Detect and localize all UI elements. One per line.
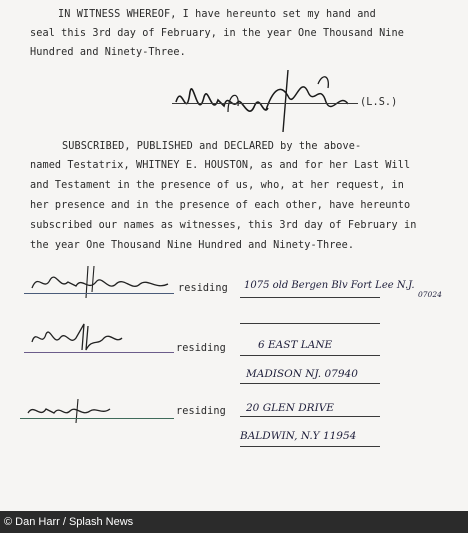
text-line: the year One Thousand Nine Hundred and Ninety-Three. [30,240,355,251]
text-line: SUBSCRIBED, PUBLISHED and DECLARED by the above- [62,141,362,152]
text-line: named Testatrix, WHITNEY E. HOUSTON, as and for her Last Will [30,160,411,171]
testatrix-signature [168,62,368,142]
text-line: and Testament in the presence of us, who, at her request, in [30,180,405,191]
text-line: her presence and in the presence of each other, have hereunto [30,200,411,211]
address-line [240,323,380,324]
residing-label: residing [176,406,226,417]
witness-3-address-line-2: BALDWIN, N.Y 11954 [240,430,357,442]
address-line [240,446,380,447]
photo-credit: © Dan Harr / Splash News [0,511,468,533]
text-line: Hundred and Ninety-Three. [30,47,186,58]
address-line [240,416,380,417]
witness-2-address-line-2: MADISON NJ. 07940 [246,368,358,380]
signature-line [20,418,174,419]
signature-line [24,352,174,353]
witness-2-signature [28,320,128,356]
signature-line [24,293,174,294]
text-line: seal this 3rd day of February, in the year One Thousand Nine [30,28,405,39]
witness-3-address-line-1: 20 GLEN DRIVE [246,402,334,414]
text-line: subscribed our names as witnesses, this 3rd day of February in [30,220,417,231]
address-line [240,297,380,298]
witness-3-signature [24,395,124,427]
address-line [240,355,380,356]
signature-line [172,103,358,104]
residing-label: residing [176,343,226,354]
text-line: IN WITNESS WHEREOF, I have hereunto set my hand and [58,9,376,20]
residing-label: residing [178,283,228,294]
witness-2-address-line-1: 6 EAST LANE [258,339,333,351]
witness-1-address-line-1: 1075 old Bergen Blv Fort Lee N.J. [244,280,415,291]
address-line [240,383,380,384]
witness-1-signature [28,262,178,302]
witness-1-address-line-2: 07024 [418,290,442,299]
ls-mark: (L.S.) [360,97,398,108]
